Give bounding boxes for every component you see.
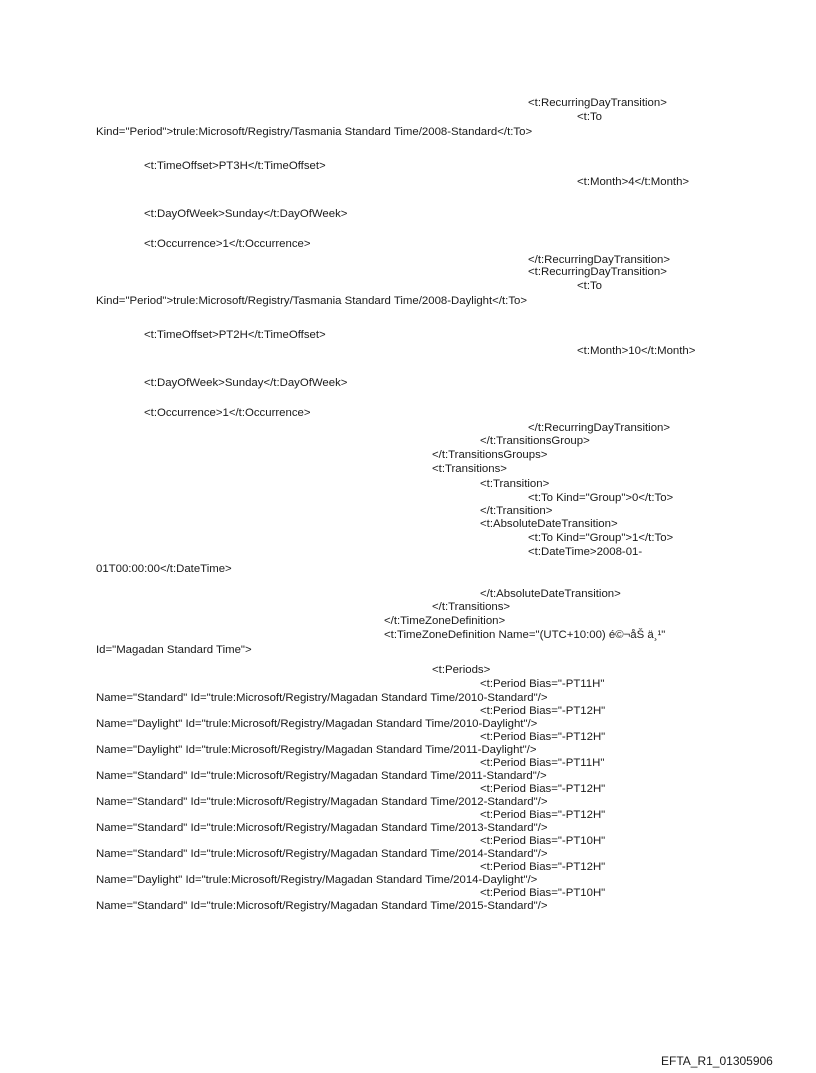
document-footer-id: EFTA_R1_01305906 [661,1054,773,1068]
text-line: </t:Transition> [480,505,553,517]
text-line: Name="Daylight" Id="trule:Microsoft/Registry/Magadan Standard Time/2010-Daylight"/> [96,718,538,730]
text-line: </t:RecurringDayTransition> [528,422,671,434]
text-line: <t:Period Bias="-PT12H" [480,809,606,821]
text-line: 01T00:00:00</t:DateTime> [96,563,232,575]
text-line: Name="Standard" Id="trule:Microsoft/Registry/Magadan Standard Time/2012-Standard"/> [96,796,548,808]
text-line: <t:To [577,111,603,123]
text-line: </t:RecurringDayTransition> [528,254,671,266]
text-line: Kind="Period">trule:Microsoft/Registry/Tasmania Standard Time/2008-Standard</t:To> [96,126,533,138]
text-line: Name="Standard" Id="trule:Microsoft/Registry/Magadan Standard Time/2011-Standard"/> [96,770,547,782]
text-line: <t:DayOfWeek>Sunday</t:DayOfWeek> [144,208,348,220]
text-line: <t:Periods> [432,664,491,676]
text-line: <t:To Kind="Group">0</t:To> [528,492,674,504]
text-line: Kind="Period">trule:Microsoft/Registry/Tasmania Standard Time/2008-Daylight</t:To> [96,295,528,307]
text-line: <t:To Kind="Group">1</t:To> [528,532,674,544]
text-line: <t:Period Bias="-PT10H" [480,887,606,899]
text-line: <t:Month>10</t:Month> [577,345,696,357]
text-line: <t:Month>4</t:Month> [577,176,690,188]
text-line: <t:AbsoluteDateTransition> [480,518,618,530]
text-line: <t:Period Bias="-PT10H" [480,835,606,847]
text-line: Name="Standard" Id="trule:Microsoft/Registry/Magadan Standard Time/2013-Standard"/> [96,822,548,834]
text-line: <t:Occurrence>1</t:Occurrence> [144,407,311,419]
text-line: <t:Transitions> [432,463,507,475]
text-line: <t:Period Bias="-PT11H" [480,678,605,690]
text-line: <t:Period Bias="-PT12H" [480,861,606,873]
text-line: <t:RecurringDayTransition> [528,97,667,109]
text-line: </t:TimeZoneDefinition> [384,615,506,627]
text-line: <t:TimeZoneDefinition Name="(UTC+10:00) é©¬åŠ ä¸¹" [384,629,666,641]
text-line: </t:TransitionsGroup> [480,435,590,447]
text-line: Id="Magadan Standard Time"> [96,644,252,656]
text-line: <t:TimeOffset>PT2H</t:TimeOffset> [144,329,326,341]
text-line: <t:Period Bias="-PT12H" [480,731,606,743]
text-line: Name="Standard" Id="trule:Microsoft/Registry/Magadan Standard Time/2015-Standard"/> [96,900,548,912]
text-line: </t:TransitionsGroups> [432,449,548,461]
text-line: <t:DateTime>2008-01- [528,546,643,558]
text-line: <t:Transition> [480,478,550,490]
text-line: Name="Daylight" Id="trule:Microsoft/Registry/Magadan Standard Time/2011-Daylight"/> [96,744,537,756]
text-line: </t:Transitions> [432,601,511,613]
text-line: Name="Daylight" Id="trule:Microsoft/Registry/Magadan Standard Time/2014-Daylight"/> [96,874,538,886]
text-line: </t:AbsoluteDateTransition> [480,588,621,600]
text-line: <t:Occurrence>1</t:Occurrence> [144,238,311,250]
text-line: <t:DayOfWeek>Sunday</t:DayOfWeek> [144,377,348,389]
text-line: Name="Standard" Id="trule:Microsoft/Registry/Magadan Standard Time/2010-Standard"/> [96,692,548,704]
text-line: <t:RecurringDayTransition> [528,266,667,278]
text-line: <t:Period Bias="-PT12H" [480,783,606,795]
text-line: <t:Period Bias="-PT12H" [480,705,606,717]
text-line: <t:Period Bias="-PT11H" [480,757,605,769]
text-line: <t:To [577,280,603,292]
text-line: Name="Standard" Id="trule:Microsoft/Registry/Magadan Standard Time/2014-Standard"/> [96,848,548,860]
text-line: <t:TimeOffset>PT3H</t:TimeOffset> [144,160,326,172]
